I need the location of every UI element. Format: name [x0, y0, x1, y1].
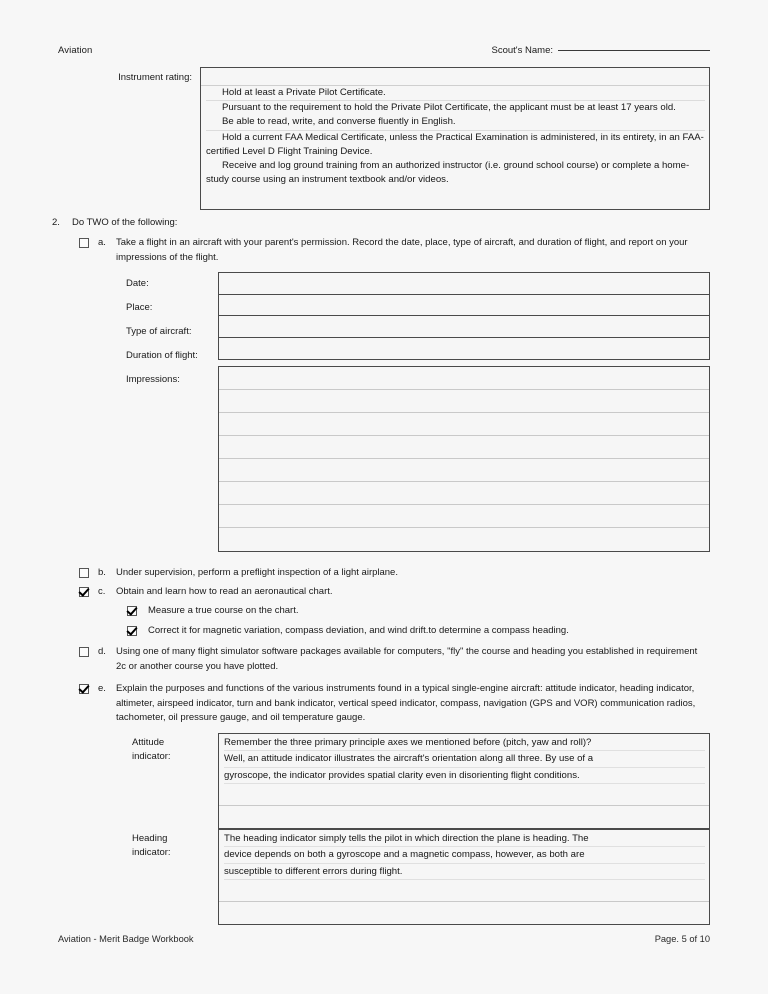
instrument-rating-top-rule [201, 68, 709, 86]
checkbox-c[interactable] [79, 587, 89, 597]
page-header [58, 45, 710, 63]
footer-title: Aviation - Merit Badge Workbook [58, 934, 194, 944]
page-footer [58, 934, 710, 944]
item-letter-c: c. [98, 586, 106, 597]
answer-text-attitude [219, 734, 709, 784]
answer-heading-blank-row[interactable] [219, 902, 709, 924]
impressions-row[interactable] [219, 436, 709, 459]
scout-name-input[interactable] [558, 49, 710, 51]
field-input-type[interactable] [218, 315, 710, 338]
field-input-place[interactable] [218, 294, 710, 317]
item-text-e: Explain the purposes and functions of the various instruments found in a typical single-engine aircraft: attitude indicator, heading indicator, altimeter, airspeed indicator, turn and bank indicator, vertical speed indicator, compass, navigation (GPS and VOR) communication radios, tachometer, oil pressure gauge, and oil temperature gauge. [116, 683, 696, 724]
answer-label-heading-line1: Heading [132, 833, 168, 844]
answer-box-attitude[interactable] [218, 733, 710, 829]
footer-page-number: Page. 5 of 10 [654, 934, 710, 944]
field-input-duration[interactable] [218, 337, 710, 360]
impressions-row[interactable] [219, 528, 709, 551]
checkbox-a[interactable] [79, 238, 89, 248]
answer-label-heading [132, 832, 204, 859]
answer-label-attitude-line2: indicator: [132, 750, 171, 762]
item-letter-e: e. [98, 683, 106, 694]
impressions-row[interactable] [219, 413, 709, 436]
requirement-item-b[interactable] [79, 566, 704, 581]
field-label-date: Date: [126, 278, 149, 289]
answer-label-attitude [132, 736, 204, 763]
answer-heading-line-3: susceptible to different errors during flight. [224, 864, 705, 880]
checkbox-d[interactable] [79, 647, 89, 657]
field-label-place: Place: [126, 302, 153, 313]
item-letter-a: a. [98, 237, 106, 248]
item-text-a: Take a flight in an aircraft with your parent's permission. Record the date, place, type of aircraft, and duration of flight, and report on your impressions of the flight. [116, 237, 688, 263]
checkbox-e[interactable] [79, 684, 89, 694]
answer-attitude-blank-row[interactable] [219, 806, 709, 828]
instrument-rating-line-5: Receive and log ground training from an authorized instructor (i.e. ground school course) or complete a home-study course using an instrument textbook and/or videos. [206, 160, 690, 186]
requirement-item-e[interactable] [79, 682, 704, 726]
item-text-b: Under supervision, perform a preflight inspection of a light airplane. [116, 567, 398, 578]
subitem-text-c1: Measure a true course on the chart. [148, 605, 299, 616]
checkbox-c-sub-2[interactable] [127, 626, 137, 636]
instrument-rating-line-2: Pursuant to the requirement to hold the Private Pilot Certificate, the applicant must be at least 17 years old. [222, 102, 676, 114]
flight-record-fields [218, 272, 710, 358]
requirement-number: 2. [52, 217, 60, 228]
answer-heading-line-2: device depends on both a gyroscope and a magnetic compass, however, as both are [224, 847, 705, 863]
item-text-d: Using one of many flight simulator software packages available for computers, "fly" the course and heading you established in requirement 2c or another course you have plotted. [116, 646, 698, 672]
field-label-type: Type of aircraft: [126, 326, 192, 337]
answer-attitude-line-3: gyroscope, the indicator provides spatial clarity even in disorienting flight conditions. [224, 768, 705, 784]
requirement-subitem-c1[interactable] [127, 604, 707, 619]
answer-attitude-line-1: Remember the three primary principle axes we mentioned before (pitch, yaw and roll)? [224, 735, 705, 751]
requirement-title: Do TWO of the following: [72, 217, 178, 228]
field-input-impressions[interactable] [218, 366, 710, 552]
answer-label-attitude-line1: Attitude [132, 737, 165, 748]
scout-name-group [492, 45, 710, 56]
answer-heading-line-1: The heading indicator simply tells the pilot in which direction the plane is heading. The [224, 831, 705, 847]
requirement-subitem-c2[interactable] [127, 624, 707, 639]
scout-name-label: Scout's Name: [491, 45, 553, 56]
answer-attitude-blank-row[interactable] [219, 784, 709, 806]
answer-label-heading-line2: indicator: [132, 846, 171, 858]
impressions-row[interactable] [219, 482, 709, 505]
requirement-item-d[interactable] [79, 645, 704, 674]
answer-text-heading [219, 830, 709, 880]
instrument-rating-label: Instrument rating: [118, 72, 192, 83]
answer-attitude-line-2: Well, an attitude indicator illustrates the aircraft's orientation along all three. By use of a [224, 751, 705, 767]
impressions-row[interactable] [219, 367, 709, 390]
checkbox-c-sub-1[interactable] [127, 606, 137, 616]
field-label-duration: Duration of flight: [126, 350, 198, 361]
instrument-rating-line-3: Be able to read, write, and converse fluently in English. [206, 115, 705, 130]
item-text-c: Obtain and learn how to read an aeronautical chart. [116, 586, 333, 597]
impressions-row[interactable] [219, 505, 709, 528]
item-letter-d: d. [98, 646, 106, 657]
field-input-date[interactable] [218, 272, 710, 295]
impressions-row[interactable] [219, 459, 709, 482]
badge-name-label: Aviation [58, 45, 93, 56]
subitem-text-c2: Correct it for magnetic variation, compass deviation, and wind drift.to determine a compass heading. [148, 625, 569, 636]
instrument-rating-text [201, 86, 709, 187]
instrument-rating-line-1: Hold at least a Private Pilot Certificate. [206, 86, 705, 101]
item-letter-b: b. [98, 567, 106, 578]
checkbox-b[interactable] [79, 568, 89, 578]
answer-heading-blank-row[interactable] [219, 880, 709, 902]
answer-box-heading[interactable] [218, 829, 710, 925]
requirement-item-a[interactable] [79, 236, 704, 265]
field-label-impressions: Impressions: [126, 374, 180, 385]
instrument-rating-box[interactable] [200, 67, 710, 210]
requirement-item-c[interactable] [79, 585, 704, 600]
instrument-rating-line-4: Hold a current FAA Medical Certificate, unless the Practical Examination is administered, in its entirety, in an FAA-certified Level D Flight Training Device. [206, 131, 704, 157]
impressions-row[interactable] [219, 390, 709, 413]
